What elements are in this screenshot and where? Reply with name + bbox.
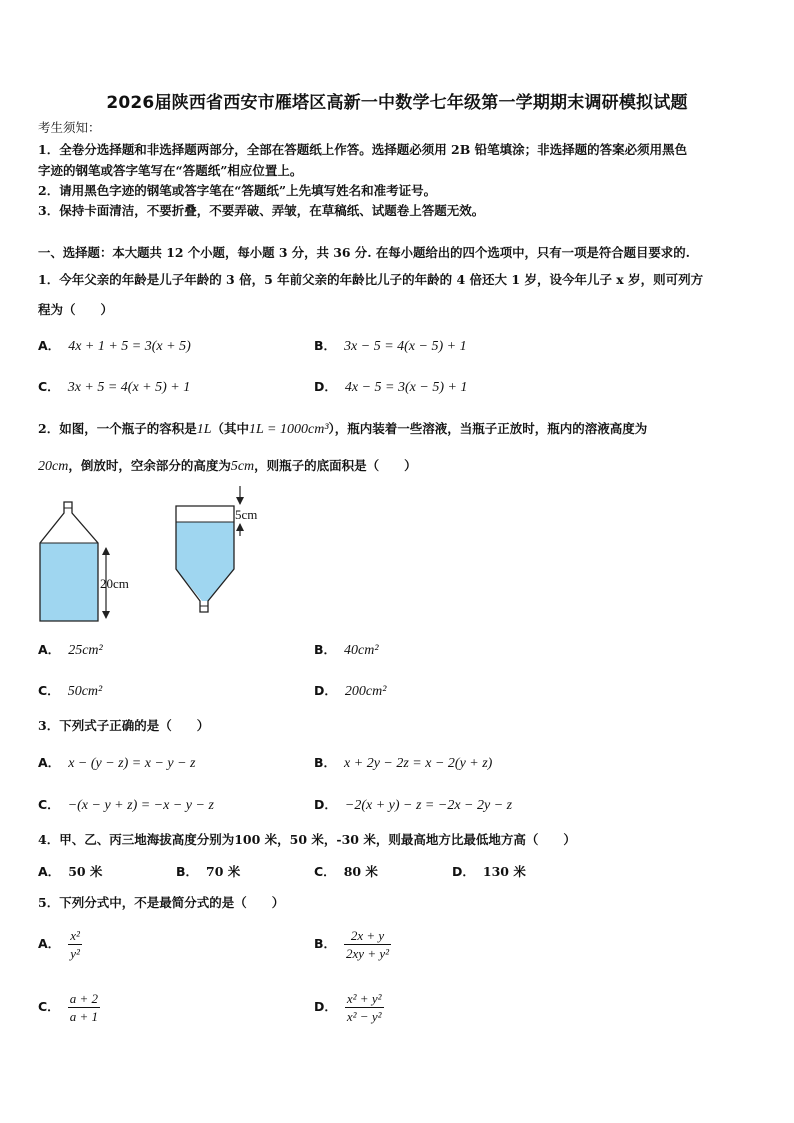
q4-option-a: A． 50 米 (38, 864, 103, 879)
q5-option-c: C． $\frac{a + 2}{a + 1}$ (38, 991, 98, 1024)
q5-stem: 5．下列分式中，不是最简分式的是（ ） (38, 895, 285, 910)
q2-option-a: A． 25cm² (38, 642, 103, 658)
q1-option-b: B． 3x − 5 = 4(x − 5) + 1 (314, 338, 467, 354)
q4-stem: 4．甲、乙、丙三地海拔高度分别为100 米，50 米，-30 米，则最高地方比最低地方高（ ） (38, 832, 576, 847)
q4-option-c: C． 80 米 (314, 864, 378, 879)
notice-heading: 考生须知： (38, 120, 101, 135)
q1-option-a: A． 4x + 1 + 5 = 3(x + 5) (38, 338, 191, 354)
q5-option-b: B． $\frac{2x + y}{\text{2xy + y²}}$ (314, 928, 390, 961)
q5-option-d: D． $\frac{\text{x² + y²}}{\text{x² − y²}}$ (314, 991, 382, 1024)
notice-line-2: 字迹的钢笔或答字笔写在“答题纸”相应位置上。 (38, 163, 303, 178)
q1-option-d: D． 4x − 5 = 3(x − 5) + 1 (314, 379, 468, 395)
bottle-upright (40, 502, 129, 621)
fraction: $\frac{a + 2}{a + 1}$ (69, 991, 98, 1024)
notice-line-3: 2．请用黑色字迹的钢笔或答字笔在“答题纸”上先填写姓名和准考证号。 (38, 183, 437, 198)
bottle-figure (36, 484, 276, 628)
page-title: 2026届陕西省西安市雁塔区高新一中数学七年级第一学期期末调研模拟试题 (106, 93, 688, 113)
fraction: $\frac{\text{x² + y²}}{\text{x² − y²}}$ (346, 991, 382, 1024)
notice-line-1: 1．全卷分选择题和非选择题两部分，全部在答题纸上作答。选择题必须用 2B 铅笔填涂；非选择题的答案必须用黑色 (38, 142, 688, 157)
q4-option-b: B． 70 米 (176, 864, 241, 879)
q3-option-d: D． −2(x + y) − z = −2x − 2y − z (314, 797, 513, 813)
q2-option-d: D． 200cm² (314, 683, 387, 699)
label-5cm: 5cm (235, 507, 258, 522)
q2-stem-line2: 20cm，倒放时，空余部分的高度为5cm，则瓶子的底面积是（ ） (38, 458, 417, 474)
q4-option-d: D． 130 米 (452, 864, 526, 879)
q1-option-c: C． 3x + 5 = 4(x + 5) + 1 (38, 379, 191, 395)
q3-option-c: C． −(x − y + z) = −x − y − z (38, 797, 214, 813)
q1-stem-line1: 1．今年父亲的年龄是儿子年龄的 3 倍，5 年前父亲的年龄比儿子的年龄的 4 倍还大 1 岁，设今年儿子 x 岁，则可列方 (38, 272, 704, 287)
q2-option-c: C． 50cm² (38, 683, 103, 699)
q2-option-b: B． 40cm² (314, 642, 379, 658)
q1-stem-line2: 程为（ ） (38, 302, 114, 317)
notice-line-4: 3．保持卡面清洁，不要折叠，不要弄破、弄皱，在草稿纸、试题卷上答题无效。 (38, 203, 485, 218)
q3-option-a: A． x − (y − z) = x − y − z (38, 755, 196, 771)
bottle-inverted (176, 486, 257, 612)
q3-option-b: B． x + 2y − 2z = x − 2(y + z) (314, 755, 493, 771)
fraction: $\frac{\text{x²}}{\text{y²}}$ (70, 928, 80, 961)
q5-option-a: A． $\frac{\text{x²}}{\text{y²}}$ (38, 928, 80, 961)
fraction: $\frac{2x + y}{\text{2xy + y²}}$ (346, 928, 390, 961)
section-heading: 一、选择题：本大题共 12 个小题，每小题 3 分，共 36 分. 在每小题给出的四个选项中，只有一项是符合题目要求的. (38, 245, 690, 260)
label-20cm: 20cm (100, 576, 129, 591)
q2-stem-line1: 2．如图，一个瓶子的容积是1L（其中1L = 1000cm³），瓶内装着一些溶液，当瓶子正放时，瓶内的溶液高度为 (38, 421, 648, 437)
q3-stem: 3．下列式子正确的是（ ） (38, 718, 210, 733)
